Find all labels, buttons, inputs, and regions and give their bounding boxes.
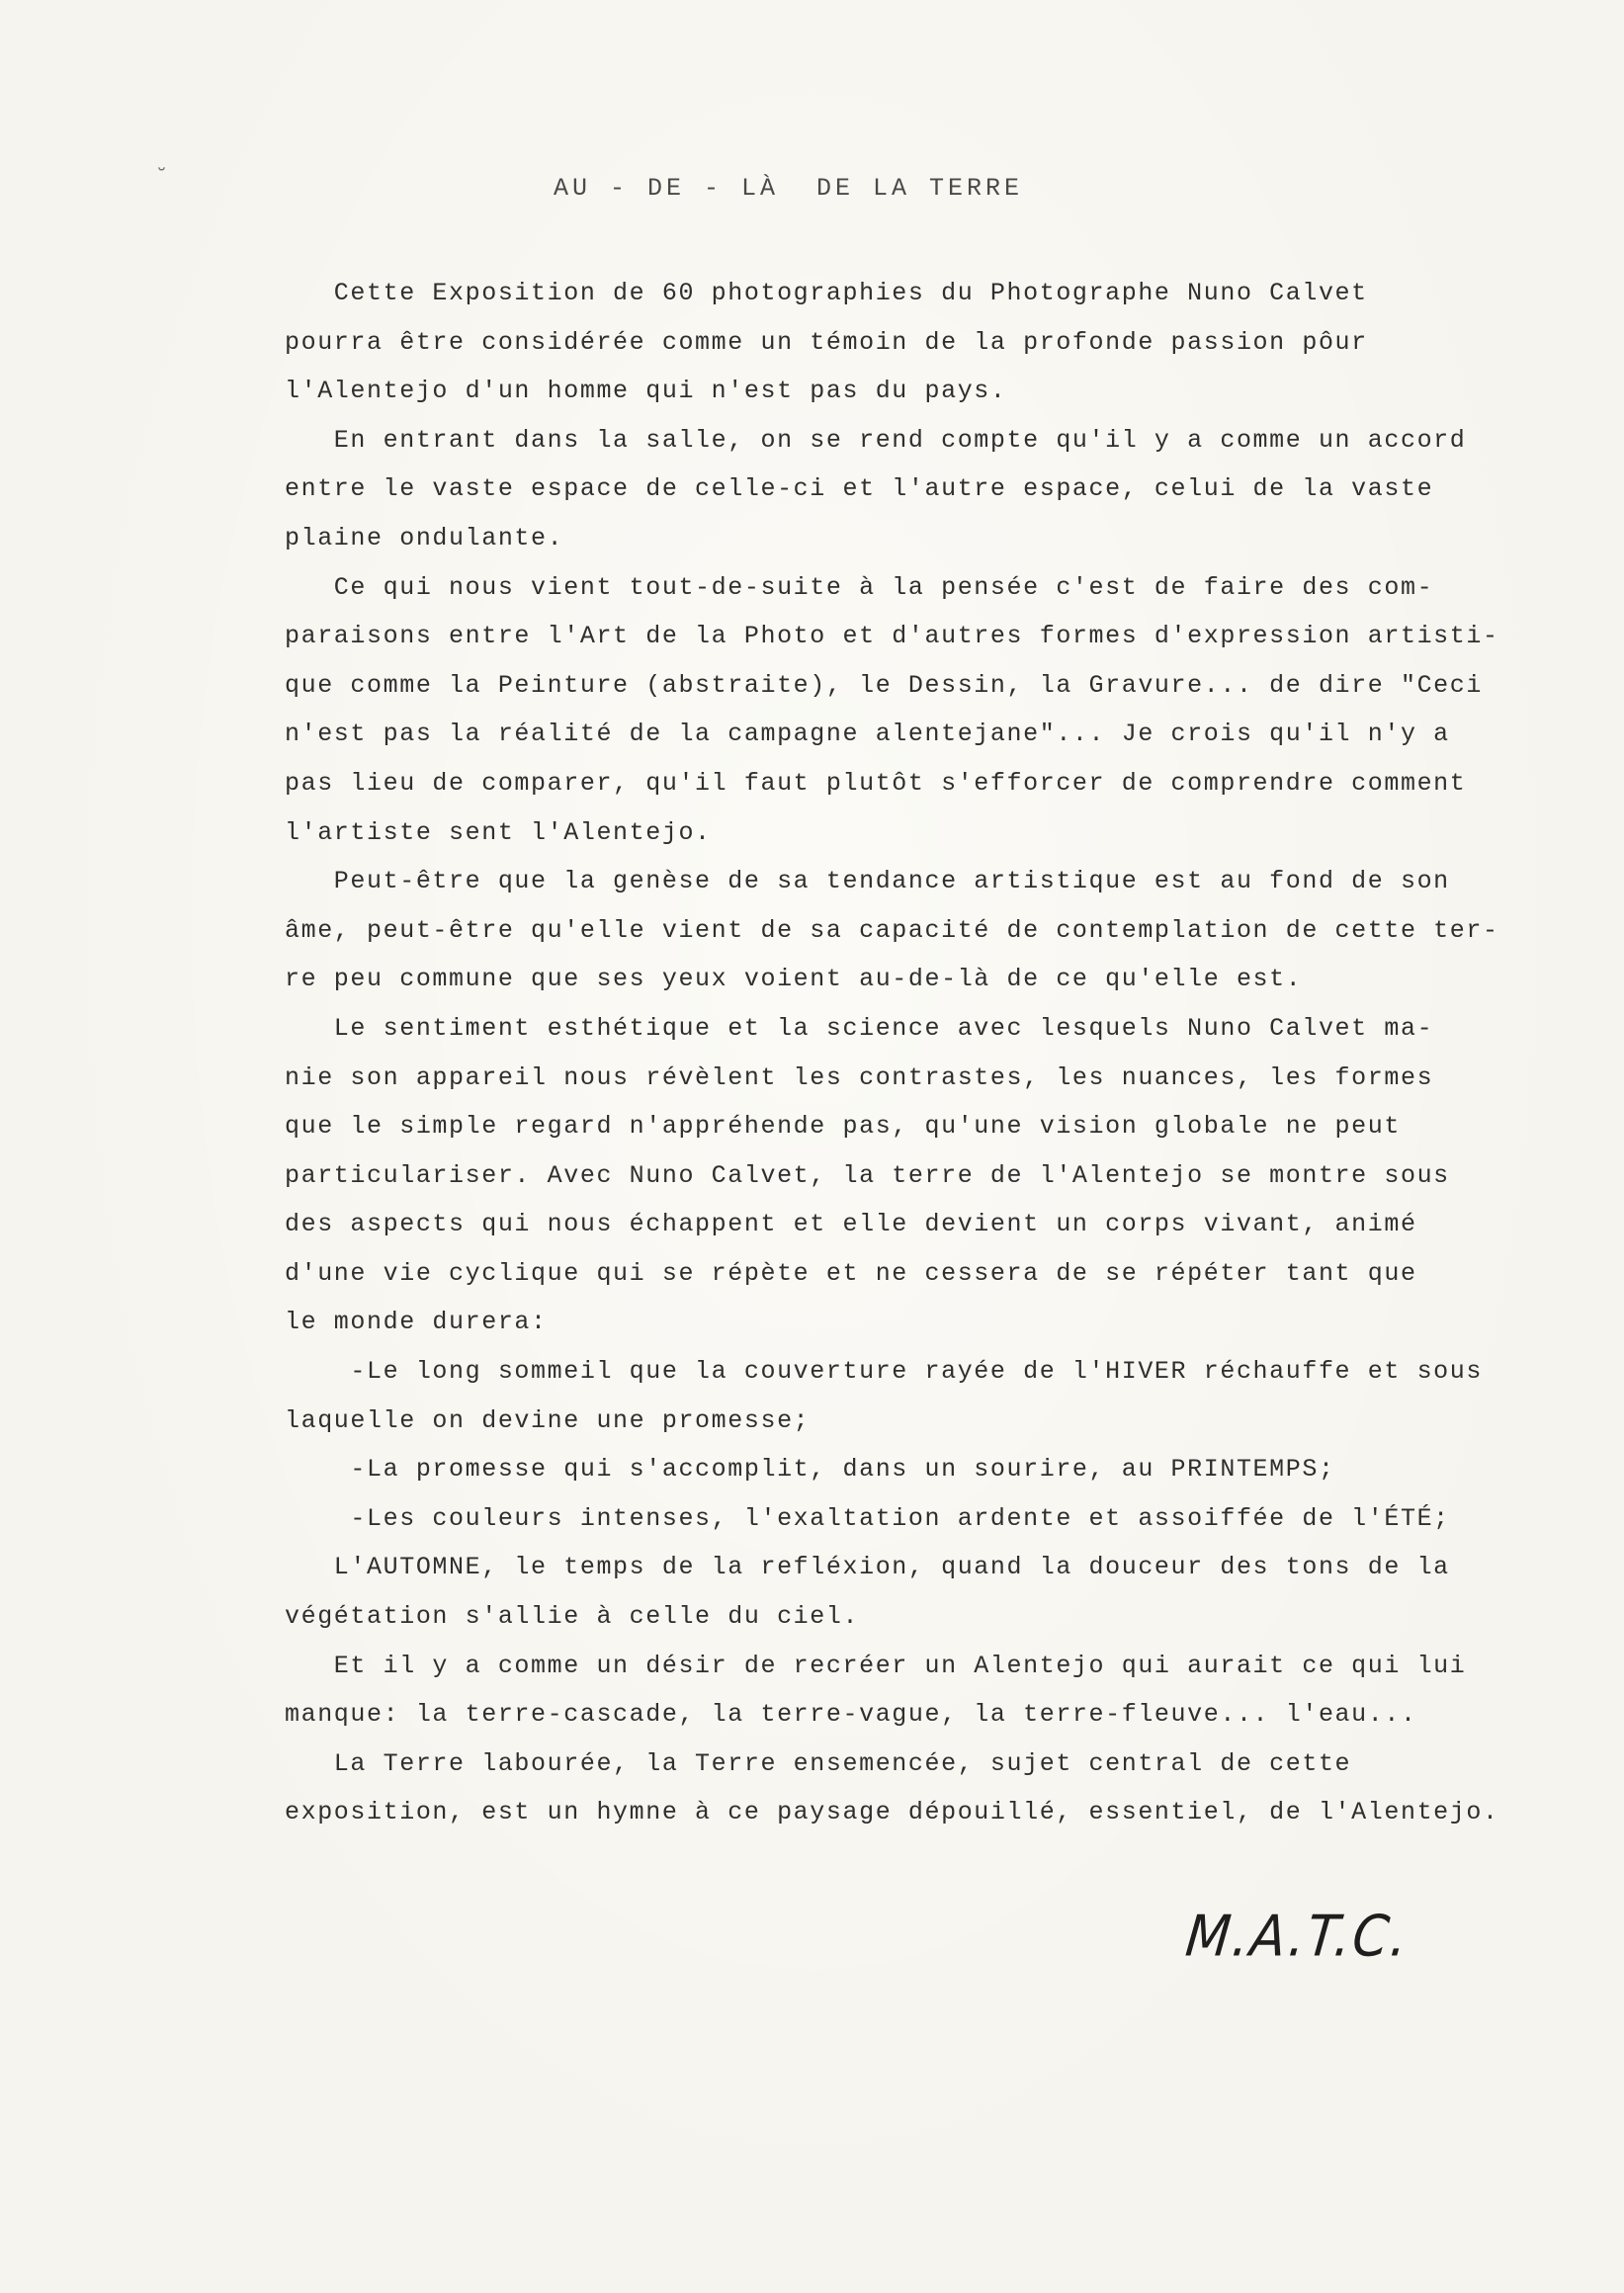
text-line: -Les couleurs intenses, l'exaltation ardente et assoiffée de l'ÉTÉ; — [285, 1503, 1450, 1533]
text-line: L'AUTOMNE, le temps de la refléxion, quand la douceur des tons de la — [285, 1553, 1450, 1582]
text-line: exposition, est un hymne à ce paysage dépouillé, essentiel, de l'Alentejo. — [285, 1798, 1499, 1827]
text-line: La Terre labourée, la Terre ensemencée, sujet central de cette — [285, 1748, 1352, 1778]
signature-text: M.A.T.C. — [1182, 1905, 1412, 1970]
text-line: entre le vaste espace de celle-ci et l'autre espace, celui de la vaste — [285, 474, 1434, 504]
text-line: végétation s'allie à celle du ciel. — [285, 1602, 860, 1632]
text-line: -La promesse qui s'accomplit, dans un sourire, au PRINTEMPS; — [285, 1455, 1335, 1485]
text-line: l'artiste sent l'Alentejo. — [285, 817, 712, 847]
text-line: manque: la terre-cascade, la terre-vague, la terre-fleuve... l'eau... — [285, 1700, 1417, 1730]
text-line: plaine ondulante. — [285, 523, 564, 552]
text-line: Cette Exposition de 60 photographies du Photographe Nuno Calvet — [285, 279, 1368, 307]
text-line: -Le long sommeil que la couverture rayée de l'HIVER réchauffe et sous — [285, 1357, 1483, 1387]
text-line: Peut-être que la genèse de sa tendance artistique est au fond de son — [285, 867, 1450, 896]
margin-tick-mark: ˘ — [156, 166, 167, 191]
handwritten-signature — [1182, 1905, 1412, 1996]
text-line: que le simple regard n'appréhende pas, qu'une vision globale ne peut — [285, 1112, 1401, 1142]
text-line: laquelle on devine une promesse; — [285, 1405, 811, 1435]
document-body — [285, 269, 1609, 1837]
text-line: l'Alentejo d'un homme qui n'est pas du pays. — [285, 377, 1007, 406]
text-line: re peu commune que ses yeux voient au-de-là de ce qu'elle est. — [285, 965, 1303, 994]
text-line: pas lieu de comparer, qu'il faut plutôt s'efforcer de comprendre comment — [285, 768, 1467, 798]
text-line: que comme la Peinture (abstraite), le Dessin, la Gravure... de dire "Ceci — [285, 670, 1483, 700]
text-line: pourra être considérée comme un témoin de la profonde passion pôur — [285, 327, 1368, 357]
text-line: d'une vie cyclique qui se répète et ne cessera de se répéter tant que — [285, 1258, 1417, 1288]
text-line: Ce qui nous vient tout-de-suite à la pensée c'est de faire des com- — [285, 572, 1434, 602]
text-line: le monde durera: — [285, 1308, 548, 1337]
text-line: Le sentiment esthétique et la science avec lesquels Nuno Calvet ma- — [285, 1013, 1434, 1043]
text-line: particulariser. Avec Nuno Calvet, la terre de l'Alentejo se montre sous — [285, 1160, 1450, 1190]
text-line: des aspects qui nous échappent et elle devient un corps vivant, animé — [285, 1210, 1417, 1239]
document-title: AU - DE - LÀ DE LA TERRE — [554, 174, 1024, 203]
text-line: Et il y a comme un désir de recréer un Alentejo qui aurait ce qui lui — [285, 1651, 1467, 1680]
text-line: paraisons entre l'Art de la Photo et d'autres formes d'expression artisti- — [285, 622, 1499, 651]
text-line: En entrant dans la salle, on se rend compte qu'il y a comme un accord — [285, 425, 1467, 455]
text-line: nie son appareil nous révèlent les contrastes, les nuances, les formes — [285, 1062, 1434, 1092]
text-line: n'est pas la réalité de la campagne alentejane"... Je crois qu'il n'y a — [285, 720, 1450, 749]
text-line: âme, peut-être qu'elle vient de sa capacité de contemplation de cette ter- — [285, 915, 1499, 945]
